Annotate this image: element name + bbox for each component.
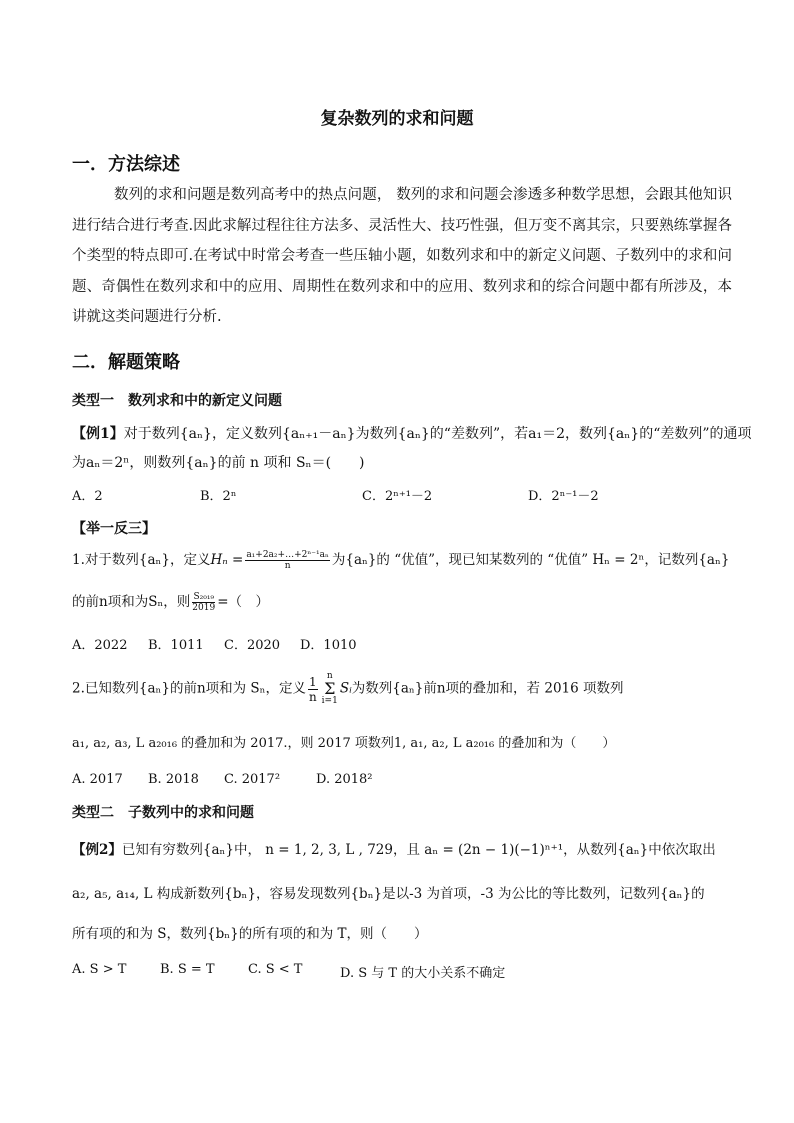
q1-prefix: 1.对于数列{aₙ}，定义 <box>72 552 211 568</box>
option-b: B．1011 <box>148 638 204 653</box>
sum-lower-limit: i=1 <box>321 696 338 706</box>
q1-line1 <box>72 548 729 571</box>
section-heading-method-summary: 一．方法综述 <box>72 154 180 175</box>
option-d: D. 2018² <box>316 772 373 787</box>
option-a: A．2022 <box>72 638 128 653</box>
option-c: C. S < T <box>248 962 303 977</box>
option-b: B．2ⁿ <box>200 489 237 504</box>
q1-fraction-numerator: a₁+2a₂+…+2ⁿ⁻¹aₙ <box>246 550 329 560</box>
example2-label: 【例2】 <box>72 842 122 858</box>
example1-line2: 为aₙ＝2ⁿ，则数列{aₙ}的前 n 项和 Sₙ＝( ) <box>72 455 365 471</box>
q1-line2-suffix: =（ ） <box>217 594 270 610</box>
option-a: A. S > T <box>72 962 127 977</box>
page-title: 复杂数列的求和问题 <box>320 109 474 129</box>
option-c: C．2020 <box>224 638 281 653</box>
type1-heading: 类型一 数列求和中的新定义问题 <box>72 393 282 409</box>
example1-text1: 对于数列{aₙ}，定义数列{aₙ₊₁－aₙ}为数列{aₙ}的“差数列”，若a₁＝2，数列{aₙ}的“差数列”的通项 <box>123 426 752 442</box>
example2-line2: a₂, a₅, a₁₄, L 构成新数列{bₙ}，容易发现数列{bₙ}是以-3 为首项，-3 为公比的等比数列，记数列{aₙ}的 <box>72 886 705 902</box>
option-d: D. S 与 T 的大小关系不确定 <box>340 966 506 981</box>
example1-label: 【例1】 <box>72 426 124 442</box>
q1-h-symbol: Hₙ = <box>210 552 244 568</box>
sum-upper-limit: n <box>326 671 333 681</box>
q1-fraction2-denominator: 2019 <box>192 603 216 613</box>
sigma-icon: Σ <box>324 679 336 698</box>
option-d: D．2ⁿ⁻¹－2 <box>528 489 599 504</box>
section-heading-strategy: 二．解题策略 <box>72 352 180 373</box>
option-b: B. 2018 <box>148 772 199 787</box>
q2-sum-term: Sᵢ <box>339 680 352 697</box>
practice-heading: 【举一反三】 <box>72 521 156 537</box>
section-paragraph: 数列的求和问题是数列高考中的热点问题， 数列的求和问题会渗透多种数学思想，会跟其他知识进行结合进行考查.因此求解过程往往方法多、灵活性大、技巧性强，但万变不离其宗，只要熟练掌握各个类型的特点即可.在考试中时常会考查一些压轴小题，如数列求和中的新定义问题、子数列中的求和问题、奇偶性在数列求和中的应用、周期性在数列求和中的应用、数列求和的综合问题中都有所涉及，本讲就这类问题进行分析. <box>72 187 732 325</box>
q2-suffix: 为数列{aₙ}前n项的叠加和，若 2016 项数列 <box>351 680 624 697</box>
q2-fraction-numerator: 1 <box>309 674 317 689</box>
q1-middle: 为{aₙ}的 “优值”，现已知某数列的 “优值” Hₙ = 2ⁿ，记数列{aₙ} <box>331 552 730 568</box>
option-a: A. 2017 <box>72 772 123 787</box>
q2-fraction-denominator: n <box>308 689 317 704</box>
example1-line1 <box>72 423 752 443</box>
q2-fraction <box>308 675 318 704</box>
q2-prefix: 2.已知数列{aₙ}的前n项和为 Sₙ，定义 <box>72 680 307 697</box>
example2-line3: 所有项的和为 S，数列{bₙ}的所有项的和为 T，则（ ） <box>72 926 428 942</box>
option-a: A．2 <box>72 489 103 504</box>
q1-fraction-denominator: n <box>284 561 291 571</box>
example2-line1 <box>72 838 716 858</box>
example2-text1: 已知有穷数列{aₙ}中， n = 1, 2, 3, L , 729，且 aₙ = (2n − 1)(−1)ⁿ⁺¹，从数列{aₙ}中依次取出 <box>121 842 716 858</box>
q2-line2: a₁, a₂, a₃, L a₂₀₁₆ 的叠加和为 2017.，则 2017 项数列1, a₁, a₂, L a₂₀₁₆ 的叠加和为（ ） <box>72 736 616 751</box>
q2-line1 <box>72 672 624 706</box>
q1-fraction <box>245 550 330 571</box>
option-b: B. S = T <box>160 962 215 977</box>
q1-line2 <box>72 590 269 613</box>
summation-symbol <box>322 672 338 706</box>
option-d: D．1010 <box>300 638 357 653</box>
type2-heading: 类型二 子数列中的求和问题 <box>72 805 254 821</box>
q1-line2-prefix: 的前n项和为Sₙ，则 <box>72 594 191 610</box>
q1-fraction2 <box>192 592 215 613</box>
option-c: C. 2017² <box>224 772 281 787</box>
q1-fraction2-numerator: S₂₀₁₉ <box>193 592 215 602</box>
option-c: C．2ⁿ⁺¹－2 <box>362 489 433 504</box>
